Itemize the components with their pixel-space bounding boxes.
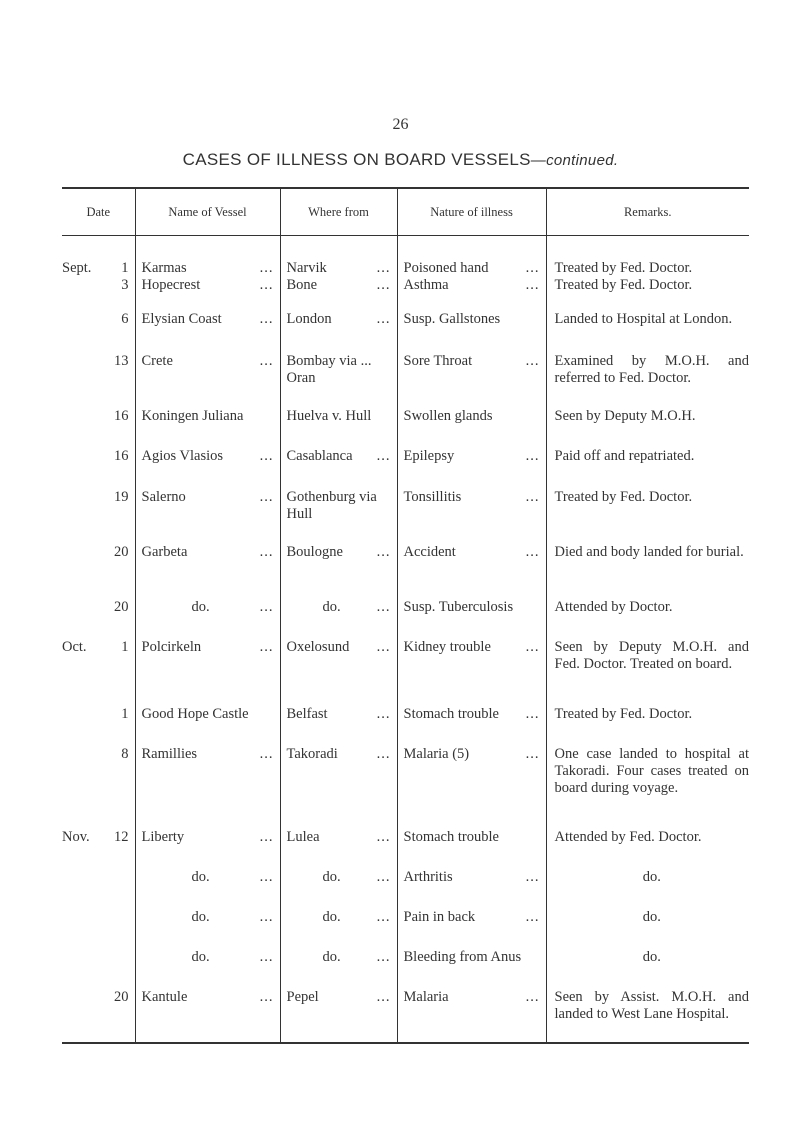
remarks-cell-text: Treated by Fed. Doctor. [554,706,693,722]
remarks-cell [546,236,749,278]
from-cell-text: Casablanca [286,448,353,464]
vessel-cell-text: Hopecrest [141,277,201,293]
nature-cell [397,869,546,909]
vessel-cell [135,353,280,408]
date-month: Oct. [62,639,87,655]
from-cell-text: Gothenburg via Hull [286,489,377,522]
vessel-cell-text: Agios Vlasios [141,448,224,464]
header-date: Date [62,188,135,236]
nature-cell [397,989,546,1043]
remarks-cell [546,353,749,408]
from-cell [280,408,397,448]
remarks-cell-text: Treated by Fed. Doctor. [554,260,693,276]
leader-dots: ... [259,311,274,327]
vessel-cell-text: Koningen Juliana [141,408,244,424]
date-cell [62,869,135,909]
date-day: 20 [114,599,129,615]
remarks-cell [546,599,749,639]
date-day: 6 [121,311,129,327]
date-day: 16 [114,408,129,424]
vessel-cell [135,746,280,829]
from-cell [280,829,397,869]
from-cell [280,599,397,639]
date-day: 20 [114,544,129,560]
date-cell [62,746,135,829]
leader-dots: ... [376,706,391,722]
leader-dots: ... [259,909,274,925]
remarks-cell-text: Attended by Fed. Doctor. [554,829,702,845]
vessel-cell [135,829,280,869]
vessel-cell-text: do. [191,949,210,965]
leader-dots: ... [259,448,274,464]
illness-table [62,187,749,1044]
nature-cell-text: Pain in back [403,909,476,925]
title-continued: —continued. [530,152,619,169]
vessel-cell [135,989,280,1043]
nature-cell-text: Poisoned hand [403,260,489,276]
nature-cell [397,829,546,869]
leader-dots: ... [259,599,274,615]
remarks-cell-text: do. [642,949,661,965]
remarks-cell [546,277,749,311]
remarks-cell-text: do. [642,869,661,885]
vessel-cell [135,311,280,353]
leader-dots: ... [259,489,274,505]
table-body [62,236,749,1044]
leader-dots: ... [259,544,274,560]
nature-cell [397,706,546,746]
nature-cell-text: Susp. Gallstones [403,311,501,327]
date-cell [62,236,135,278]
leader-dots: ... [525,260,540,276]
leader-dots: ... [259,989,274,1005]
from-cell-text: do. [322,869,341,885]
leader-dots: ... [376,949,391,965]
date-cell [62,448,135,489]
vessel-cell [135,639,280,706]
nature-cell [397,489,546,544]
header-vessel: Name of Vessel [135,188,280,236]
vessel-cell-text: do. [191,909,210,925]
nature-cell [397,448,546,489]
leader-dots: ... [259,353,274,369]
date-day: 19 [114,489,129,505]
leader-dots: ... [525,489,540,505]
date-cell [62,311,135,353]
remarks-cell-text: Attended by Doctor. [554,599,673,615]
from-cell-text: Pepel [286,989,319,1005]
remarks-cell [546,869,749,909]
nature-cell-text: Stomach trouble [403,706,499,722]
nature-cell-text: Bleeding from Anus [403,949,522,965]
vessel-cell-text: Liberty [141,829,185,845]
remarks-cell-text: Treated by Fed. Doctor. [554,277,693,293]
date-day: 12 [114,829,129,845]
remarks-cell [546,311,749,353]
from-cell [280,746,397,829]
vessel-cell [135,408,280,448]
leader-dots: ... [525,746,540,762]
vessel-cell-text: Elysian Coast [141,311,222,327]
leader-dots: ... [259,746,274,762]
title-main: CASES OF ILLNESS ON BOARD VESSELS [182,150,531,169]
remarks-cell-text: Landed to Hospital at London. [554,311,733,327]
date-cell [62,489,135,544]
date-day: 1 [121,639,129,655]
from-cell-text: do. [322,949,341,965]
leader-dots: ... [376,544,391,560]
leader-dots: ... [376,829,391,845]
vessel-cell-text: Kantule [141,989,188,1005]
vessel-cell-text: Garbeta [141,544,188,560]
from-cell-text: Takoradi [286,746,338,762]
leader-dots: ... [259,949,274,965]
table-row [62,448,749,489]
from-cell-text: Narvik [286,260,327,276]
vessel-cell [135,706,280,746]
leader-dots: ... [525,909,540,925]
vessel-cell [135,544,280,599]
vessel-cell [135,909,280,949]
table-row [62,544,749,599]
leader-dots: ... [376,989,391,1005]
from-cell [280,989,397,1043]
remarks-cell-text: Seen by Deputy M.O.H. and Fed. Doctor. Treated on board. [554,639,749,672]
from-cell [280,544,397,599]
remarks-cell-text: Died and body landed for burial. [554,544,744,560]
leader-dots: ... [259,260,274,276]
date-day: 16 [114,448,129,464]
leader-dots: ... [376,260,391,276]
remarks-cell [546,746,749,829]
nature-cell [397,277,546,311]
date-cell [62,639,135,706]
nature-cell-text: Sore Throat [403,353,473,369]
nature-cell [397,544,546,599]
table-row [62,408,749,448]
from-cell [280,236,397,278]
vessel-cell-text: do. [191,599,210,615]
date-day: 3 [121,277,129,293]
nature-cell-text: Swollen glands [403,408,493,424]
leader-dots: ... [525,448,540,464]
table-row [62,706,749,746]
from-cell [280,706,397,746]
from-cell [280,949,397,989]
date-cell [62,353,135,408]
table-row [62,746,749,829]
nature-cell-text: Malaria [403,989,449,1005]
table-row [62,277,749,311]
from-cell-text: Boulogne [286,544,343,560]
leader-dots: ... [376,639,391,655]
leader-dots: ... [376,311,391,327]
vessel-cell [135,869,280,909]
table-row [62,236,749,278]
date-day: 1 [121,260,129,276]
nature-cell-text: Accident [403,544,456,560]
leader-dots: ... [525,989,540,1005]
remarks-cell [546,489,749,544]
from-cell-text: do. [322,909,341,925]
nature-cell [397,746,546,829]
vessel-cell-text: Ramillies [141,746,198,762]
date-cell [62,829,135,869]
leader-dots: ... [376,599,391,615]
nature-cell [397,909,546,949]
date-cell [62,599,135,639]
remarks-cell [546,706,749,746]
leader-dots: ... [259,869,274,885]
vessel-cell-text: do. [191,869,210,885]
from-cell-text: Huelva v. Hull [286,408,372,424]
remarks-cell [546,544,749,599]
page-number: 26 [392,116,409,133]
date-month: Nov. [62,829,90,845]
remarks-cell-text: Treated by Fed. Doctor. [554,489,693,505]
nature-cell [397,639,546,706]
leader-dots: ... [376,869,391,885]
header-row [62,188,749,236]
leader-dots: ... [259,639,274,655]
nature-cell [397,408,546,448]
leader-dots: ... [525,353,540,369]
from-cell-text: Belfast [286,706,328,722]
nature-cell [397,311,546,353]
from-cell [280,869,397,909]
table-row [62,489,749,544]
date-cell [62,277,135,311]
leader-dots: ... [376,448,391,464]
table-row [62,949,749,989]
vessel-cell-text: Good Hope Castle [141,706,249,722]
from-cell-text: Lulea [286,829,320,845]
vessel-cell-text: Crete [141,353,173,369]
table-row [62,311,749,353]
nature-cell [397,949,546,989]
remarks-cell [546,909,749,949]
date-cell [62,544,135,599]
date-day: 8 [121,746,129,762]
nature-cell-text: Susp. Tuberculosis [403,599,514,615]
from-cell [280,353,397,408]
header-remarks: Remarks. [546,188,749,236]
remarks-cell-text: do. [642,909,661,925]
table-row [62,639,749,706]
date-cell [62,706,135,746]
from-cell-text: do. [322,599,341,615]
from-cell-text: Bone [286,277,318,293]
vessel-cell-text: Karmas [141,260,187,276]
nature-cell-text: Malaria (5) [403,746,470,762]
table-row [62,353,749,408]
table-row [62,869,749,909]
vessel-cell [135,949,280,989]
nature-cell-text: Arthritis [403,869,453,885]
from-cell [280,448,397,489]
from-cell [280,909,397,949]
leader-dots: ... [376,909,391,925]
table-row [62,909,749,949]
remarks-cell [546,949,749,989]
nature-cell-text: Stomach trouble [403,829,499,845]
vessel-cell [135,448,280,489]
leader-dots: ... [376,746,391,762]
date-cell [62,989,135,1043]
leader-dots: ... [259,829,274,845]
from-cell [280,277,397,311]
remarks-cell-text: Paid off and repatriated. [554,448,695,464]
leader-dots: ... [525,277,540,293]
date-cell [62,909,135,949]
remarks-cell [546,408,749,448]
nature-cell [397,599,546,639]
from-cell-text: Bombay via ... Oran [286,353,372,386]
date-cell [62,949,135,989]
vessel-cell-text: Polcirkeln [141,639,202,655]
remarks-cell [546,639,749,706]
remarks-cell [546,448,749,489]
remarks-cell-text: Examined by M.O.H. and referred to Fed. Doctor. [554,353,749,386]
from-cell-text: London [286,311,332,327]
remarks-cell-text: One case landed to hospital at Takoradi. Four cases treated on board during voyage. [554,746,749,796]
from-cell [280,639,397,706]
vessel-cell-text: Salerno [141,489,186,505]
leader-dots: ... [525,869,540,885]
date-day: 1 [121,706,129,722]
date-month: Sept. [62,260,92,276]
nature-cell-text: Kidney trouble [403,639,491,655]
date-cell [62,408,135,448]
remarks-cell-text: Seen by Assist. M.O.H. and landed to West Lane Hospital. [554,989,749,1022]
remarks-cell-text: Seen by Deputy M.O.H. [554,408,696,424]
nature-cell [397,353,546,408]
table-row [62,829,749,869]
leader-dots: ... [525,706,540,722]
page-title [0,150,801,170]
remarks-cell [546,989,749,1043]
date-day: 20 [114,989,129,1005]
vessel-cell [135,277,280,311]
date-day: 13 [114,353,129,369]
vessel-cell [135,489,280,544]
nature-cell [397,236,546,278]
leader-dots: ... [525,544,540,560]
leader-dots: ... [376,277,391,293]
header-nature: Nature of illness [397,188,546,236]
from-cell [280,311,397,353]
header-from: Where from [280,188,397,236]
nature-cell-text: Epilepsy [403,448,455,464]
vessel-cell [135,599,280,639]
nature-cell-text: Tonsillitis [403,489,462,505]
remarks-cell [546,829,749,869]
leader-dots: ... [525,639,540,655]
vessel-cell [135,236,280,278]
nature-cell-text: Asthma [403,277,449,293]
from-cell-text: Oxelosund [286,639,350,655]
leader-dots: ... [259,277,274,293]
from-cell [280,489,397,544]
table-row [62,599,749,639]
table-row [62,989,749,1043]
